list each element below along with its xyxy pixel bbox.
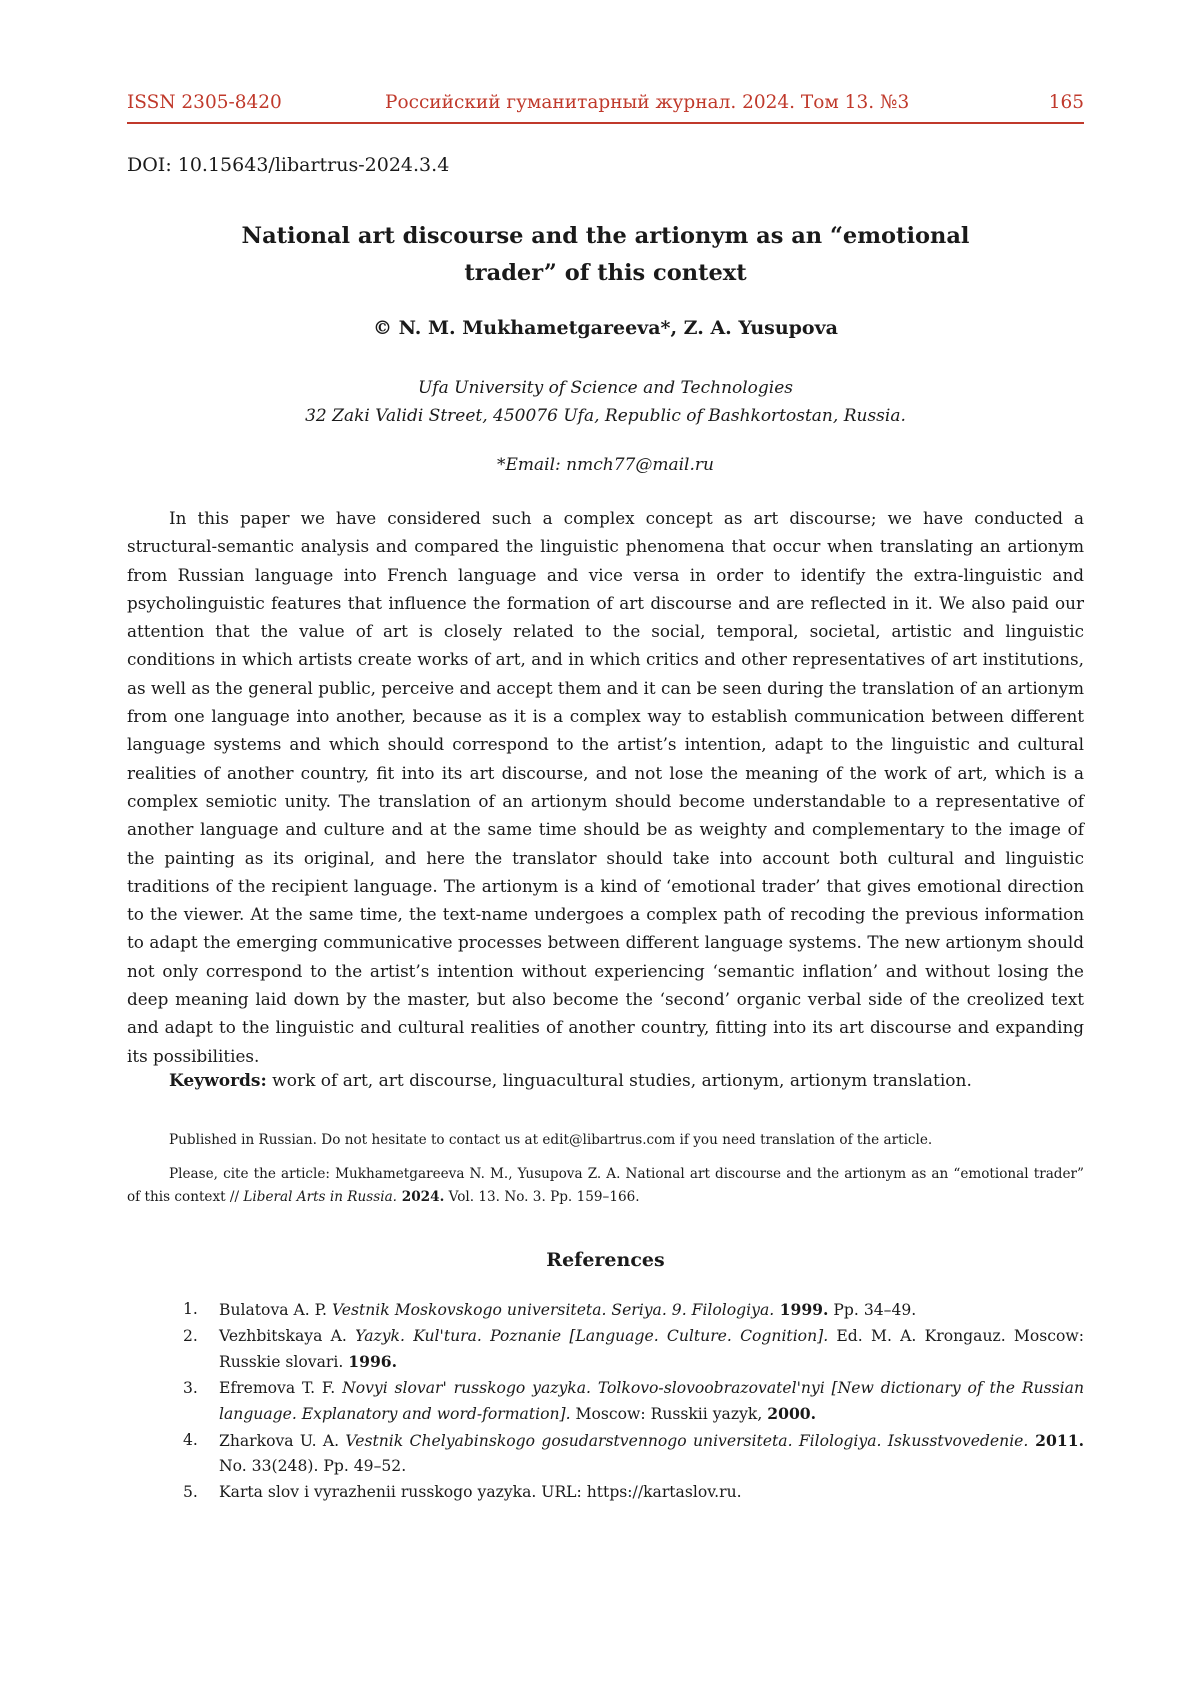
reference-item <box>127 1376 1084 1428</box>
reference-author: Zharkova U. A. <box>219 1431 346 1450</box>
keywords-text: work of art, art discourse, linguacultural studies, artionym, artionym translation. <box>266 1071 972 1091</box>
reference-number: 4. <box>183 1430 198 1449</box>
reference-item <box>127 1480 1084 1506</box>
reference-item <box>127 1297 1084 1324</box>
affiliation-line: Ufa University of Science and Technologies <box>417 378 794 398</box>
article-title-line: trader” of this context <box>464 260 747 286</box>
reference-details: No. 33(248). Pp. 49–52. <box>219 1457 407 1475</box>
reference-details: Moscow: Russkii yazyk, <box>570 1405 768 1423</box>
references-list <box>127 1297 1084 1505</box>
reference-year: 2011. <box>1028 1430 1084 1450</box>
reference-source: Vestnik Moskovskogo universiteta. Seriya. 9. Filologiya. <box>331 1301 775 1319</box>
article-title-line: National art discourse and the artionym as an “emotional <box>241 223 970 249</box>
reference-number: 5. <box>183 1482 198 1501</box>
authors: © N. M. Mukhametgareeva*, Z. A. Yusupova <box>373 317 838 339</box>
affiliation <box>127 374 1084 430</box>
reference-source: Novyi slovar' russkogo yazyka. Tolkovo-slovoobrazovatel'nyi [New dictionary of the Russian language. Explanatory and word-formation]. <box>219 1378 1084 1423</box>
header-journal: Российский гуманитарный журнал. 2024. Том 13. №3 <box>385 92 910 113</box>
header-issn: ISSN 2305-8420 <box>127 92 282 113</box>
reference-source: Vestnik Chelyabinskogo gosudarstvennogo universiteta. Filologiya. Iskusstvovedenie. <box>345 1431 1029 1450</box>
keywords-label: Keywords: <box>169 1071 267 1091</box>
reference-number: 3. <box>183 1378 198 1397</box>
citation-suffix: Vol. 13. No. 3. Pp. 159–166. <box>444 1189 640 1205</box>
citation-prefix: Please, cite the article: Mukhametgareeva N. M., Yusupova Z. A. National art discourse and the artionym as an “emotional trader” of this context // <box>127 1166 1084 1205</box>
reference-number: 1. <box>183 1300 198 1318</box>
reference-item <box>127 1428 1084 1480</box>
author-email: *Email: nmch77@mail.ru <box>497 455 714 475</box>
citation-year: 2024. <box>397 1189 445 1205</box>
reference-year: 1996. <box>348 1352 398 1371</box>
published-note: Published in Russian. Do not hesitate to contact us at edit@libartrus.com if you need translation of the article. <box>169 1132 933 1148</box>
doi: DOI: 10.15643/libartrus-2024.3.4 <box>127 154 450 176</box>
references-heading: References <box>546 1249 665 1271</box>
article-title <box>127 218 1084 292</box>
reference-item <box>127 1324 1084 1376</box>
reference-number: 2. <box>183 1326 198 1345</box>
reference-details: Pp. 34–49. <box>828 1301 917 1319</box>
keywords <box>169 1071 1084 1091</box>
reference-details: Ed. M. A. Krongauz. Moscow: Russkie slovari. <box>219 1326 1084 1371</box>
reference-author: Bulatova A. P. <box>219 1301 332 1319</box>
reference-year: 2000. <box>767 1404 817 1423</box>
reference-year: 1999. <box>774 1300 829 1319</box>
citation-journal: Liberal Arts in Russia. <box>243 1189 397 1205</box>
abstract: In this paper we have considered such a complex concept as art discourse; we have conducted a structural-semantic analysis and compared the linguistic phenomena that occur when translating an artionym from Russian language into French language and vice versa in order to identify the extra-linguistic and psycholinguistic features that influence the formation of art discourse and are reflected in it. We also paid our attention that the value of art is closely related to the social, temporal, societal, artistic and linguistic conditions in which artists create works of art, and in which critics and other representatives of art institutions, as well as the general public, perceive and accept them and it can be seen during the translation of an artionym from one language into another, because as it is a complex way to establish communication between different language systems and which should correspond to the artist’s intention, adapt to the linguistic and cultural realities of another country, fit into its art discourse, and not lose the meaning of the work of art, which is a complex semiotic unity. The translation of an artionym should become understandable to a representative of another language and culture and at the same time should be as weighty and complementary to the image of the painting as its original, and here the translator should take into account both cultural and linguistic traditions of the recipient language. The artionym is a kind of ‘emotional trader’ that gives emotional direction to the viewer. At the same time, the text-name undergoes a complex path of recoding the previous information to adapt the emerging communicative processes between different language systems. The new artionym should not only correspond to the artist’s intention without experiencing ‘semantic inflation’ and without losing the deep meaning laid down by the master, but also become the ‘second’ organic verbal side of the creolized text and adapt to the linguistic and cultural realities of another country, fitting into its art discourse and expanding its possibilities. <box>127 508 1084 1066</box>
reference-source: Yazyk. Kul'tura. Poznanie [Language. Culture. Cognition]. <box>355 1326 829 1345</box>
citation-note <box>127 1163 1084 1209</box>
reference-text: Karta slov i vyrazhenii russkogo yazyka. URL: https://kartaslov.ru. <box>219 1482 742 1501</box>
header-page-number: 165 <box>1048 92 1084 113</box>
reference-author: Vezhbitskaya A. <box>219 1326 356 1345</box>
affiliation-line: 32 Zaki Validi Street, 450076 Ufa, Republic of Bashkortostan, Russia. <box>305 406 906 426</box>
running-header <box>127 92 1084 124</box>
reference-author: Efremova T. F. <box>219 1378 343 1397</box>
